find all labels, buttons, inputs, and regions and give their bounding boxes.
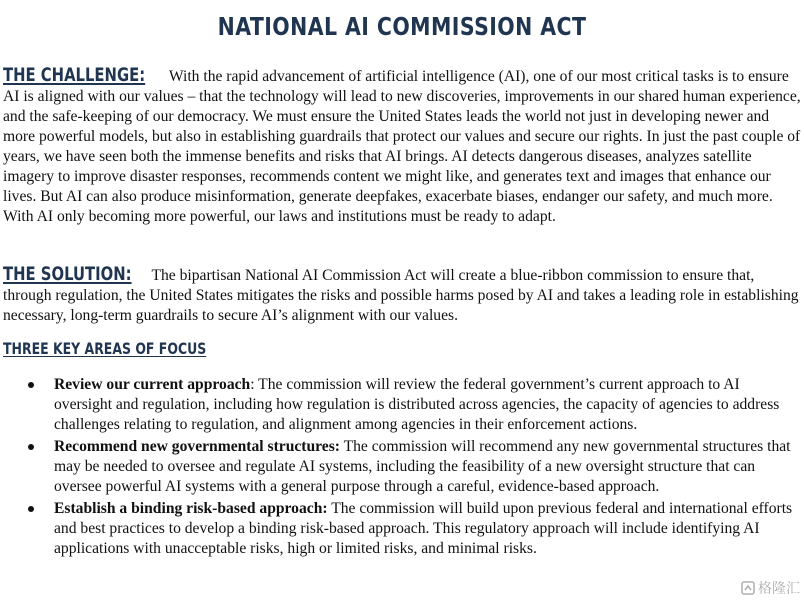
logo-icon [741, 581, 755, 595]
solution-paragraph [3, 264, 801, 326]
list-item [0, 375, 799, 435]
focus-item-text: The commission will review the federal government’s current approach to AI oversight and regulation, including how regulation is distributed across agencies, the capacity of agencies to address challenges relating to regulation, and alignment among agencies in their enforcement actions. [54, 376, 780, 433]
watermark [741, 578, 800, 598]
document-title: NATIONAL AI COMMISSION ACT [217, 12, 587, 41]
focus-item-title: Review our current approach [54, 376, 251, 393]
bullet-icon [28, 444, 34, 450]
bullet-icon [28, 506, 34, 512]
focus-item-title: Recommend new governmental structures: [54, 438, 340, 455]
focus-item-title: Establish a binding risk-based approach: [54, 500, 328, 517]
focus-list [0, 375, 804, 561]
challenge-heading: THE CHALLENGE: [3, 64, 146, 86]
list-item [0, 437, 799, 497]
focus-heading: THREE KEY AREAS OF FOCUS [3, 339, 207, 358]
solution-text: The bipartisan National AI Commission Act will create a blue-ribbon commission to ensure that, through regulation, the United States mitigates the risks and possible harms posed by AI and takes a leading role in establishing necessary, long-term guardrails to secure AI’s alignment with our values. [3, 267, 799, 324]
challenge-paragraph [3, 65, 801, 227]
focus-item-separator: : [250, 376, 259, 393]
focus-item-text: The commission will recommend any new governmental structures that may be needed to oversee and regulate AI systems, including the feasibility of a new oversight structure that can oversee powerful AI systems with a general purpose through a careful, evidence-based approach. [54, 438, 791, 495]
focus-item-text: The commission will build upon previous federal and international efforts and best practices to develop a binding risk-based approach. This regulatory approach will include identifying AI applications with unacceptable risks, high or limited risks, and minimal risks. [54, 500, 793, 557]
bullet-icon [28, 382, 34, 388]
watermark-text: 格隆汇 [758, 581, 800, 597]
challenge-text: With the rapid advancement of artificial intelligence (AI), one of our most critical tasks is to ensure AI is aligned with our values – that the technology will lead to new discoveries, improvements in our shared human experience, and the safe-keeping of our democracy. We must ensure the United States leads the world not just in developing newer and more powerful models, but also in establishing guardrails that protect our values and secure our rights. In just the past couple of years, we have seen both the immense benefits and risks that AI brings. AI detects dangerous diseases, analyzes satellite imagery to improve disaster responses, recommends content we might like, and generates text and images that enhance our lives. But AI can also produce misinformation, generate deepfakes, exacerbate biases, endanger our safety, and much more. With AI only becoming more powerful, our laws and institutions must be ready to adapt. [3, 68, 801, 225]
list-item [0, 499, 799, 559]
solution-heading: THE SOLUTION: [3, 263, 132, 285]
